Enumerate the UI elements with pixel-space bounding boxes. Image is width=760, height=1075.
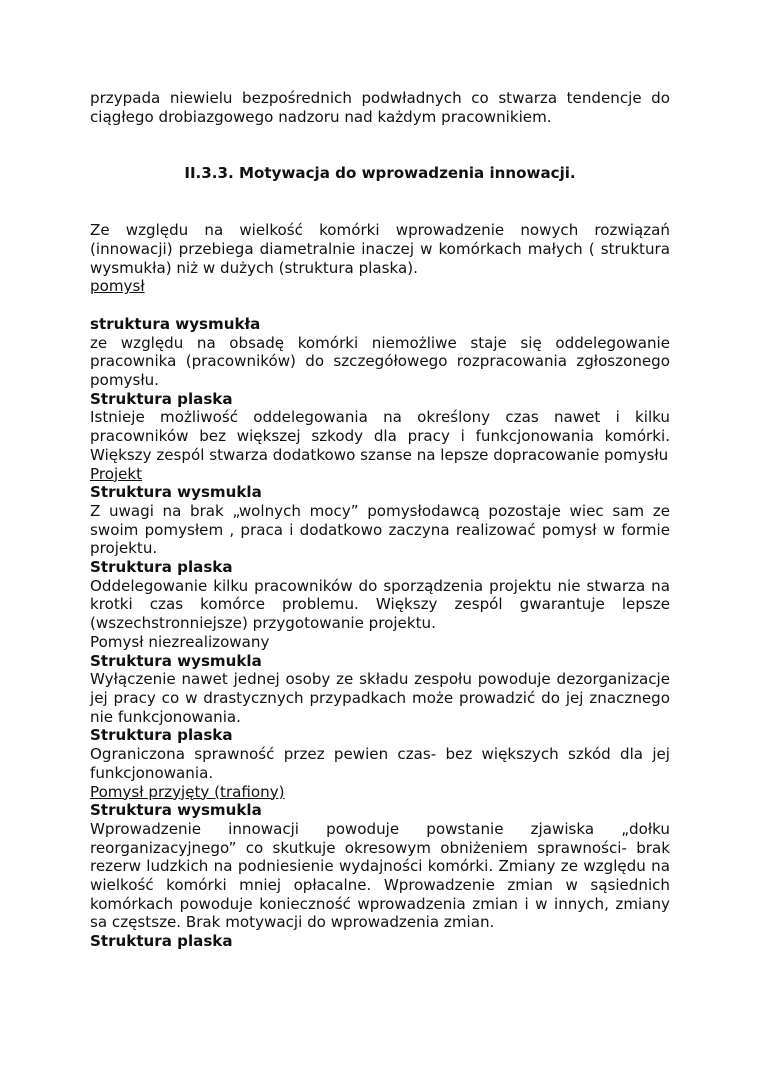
paragraph-text: Ograniczona sprawność przez pewien czas- bez większych szkód dla jej funkcjonowania.: [90, 745, 670, 782]
topic-title-projekt: Projekt: [90, 464, 143, 483]
subheading-struktura-plaska: Struktura plaska: [90, 558, 233, 577]
paragraph-text: Wprowadzenie innowacji powoduje powstanie zjawiska „dołku reorganizacyjnego” co skutkuje okresowym obniżeniem sprawności- brak rezerw ludzkich na podniesienie wydajności komórki. Zmiany ze względu na wielkość komórki mniej opłacalne. Wprowadzenie zmian w sąsiednich komórkach powoduje konieczność wprowadzenia zmian i w innych, zmiany sa częstsze. Brak motywacji do wprowadzenia zmian.: [90, 819, 670, 932]
subheading-struktura-plaska: Struktura plaska: [90, 389, 233, 408]
paragraph-text: Z uwagi na brak „wolnych mocy” pomysłodawcą pozostaje wiec sam ze swoim pomysłem , praca i dodatkowo zaczyna realizować pomysł w formie projektu.: [90, 501, 670, 558]
document-page: [90, 89, 670, 951]
subheading-struktura-wysmukla: struktura wysmukła: [90, 314, 261, 333]
subheading-struktura-wysmukla: Struktura wysmukla: [90, 651, 262, 670]
spacer: [90, 296, 670, 315]
topic-title-pomysl-przyjety: Pomysł przyjęty (trafiony): [90, 782, 285, 801]
paragraph-text: Wyłączenie nawet jednej osoby ze składu zespołu powoduje dezorganizacje jej pracy co w drastycznych przypadkach może prowadzić do jej znacznego nie funkcjonowania.: [90, 670, 670, 726]
topic-title-pomysl-niezrealizowany: Pomysł niezrealizowany: [90, 632, 270, 651]
subheading-struktura-plaska: Struktura plaska: [90, 932, 233, 951]
paragraph-text: Oddelegowanie kilku pracowników do sporządzenia projektu nie stwarza na krotki czas komórce problemu. Większy zespól gwarantuje lepsze (wszechstronniejsze) przygotowanie projektu.: [90, 576, 670, 633]
subheading-struktura-wysmukla: Struktura wysmukla: [90, 483, 262, 502]
section-heading: II.3.3. Motywacja do wprowadzenia innowacji.: [184, 164, 576, 183]
lead-paragraph: Ze względu na wielkość komórki wprowadzenie nowych rozwiązań (innowacji) przebiega diametralnie inaczej w komórkach małych ( struktura wysmukła) niż w dużych (struktura plaska).: [90, 221, 670, 277]
paragraph-text: Istnieje możliwość oddelegowania na określony czas nawet i kilku pracowników bez większej szkody dla pracy i funkcjonowania komórki. Większy zespól stwarza dodatkowo szanse na lepsze dopracowanie pomysłu: [90, 408, 670, 464]
topic-title-pomysl: pomysł: [90, 277, 145, 296]
subheading-struktura-plaska: Struktura plaska: [90, 726, 233, 745]
paragraph-text: ze względu na obsadę komórki niemożliwe staje się oddelegowanie pracownika (pracowników) do szczegółowego rozpracowania zgłoszonego pomysłu.: [90, 333, 670, 390]
intro-paragraph: przypada niewielu bezpośrednich podwładnych co stwarza tendencje do ciągłego drobiazgowego nadzoru nad każdym pracownikiem.: [90, 89, 670, 126]
subheading-struktura-wysmukla: Struktura wysmukla: [90, 801, 262, 820]
